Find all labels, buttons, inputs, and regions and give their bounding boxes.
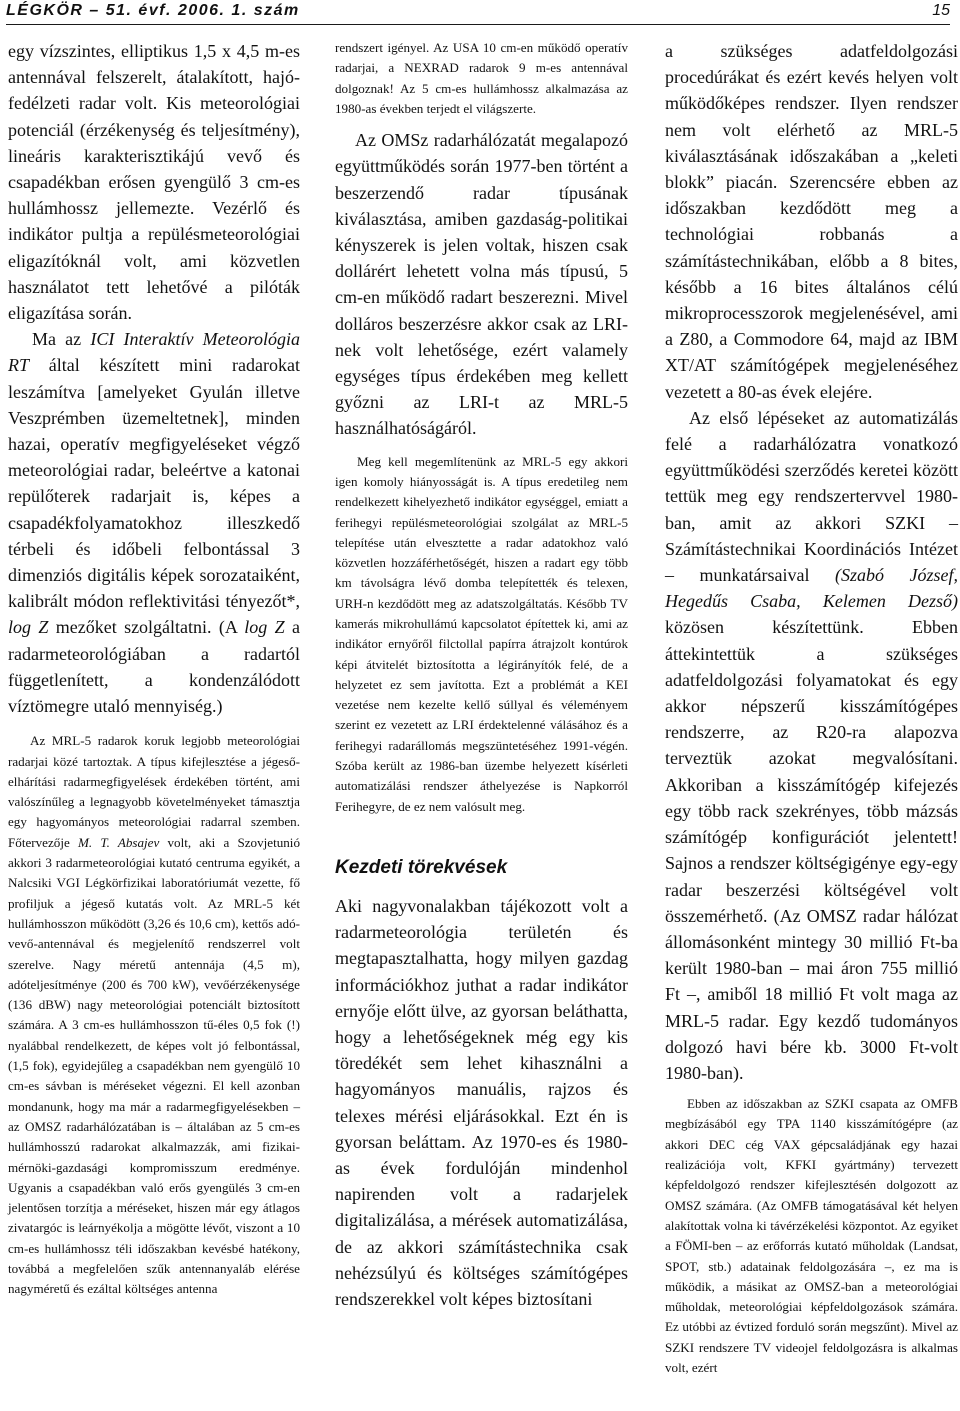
- italic-text: log Z: [8, 617, 49, 638]
- paragraph: a szükséges adatfeldolgozási procedúrákat és ezért kevés helyen volt működőképes rendszer. Ilyen rendszer nem volt elérhető az MRL-5 kiválasztásának időszakában a „keleti blokk” piacán. Szerencsére ebben az időszakban kezdődött meg a technológiai robbanás a számítástechnikában, előbb a 8 bites, később a 16 bites általános célú mikroprocesszorok megjelenésével, ami a Z80, a Commodore 64, majd az IBM XT/AT számítógépek megjelenéséhez vezetett a 80-as évek elejére.: [665, 41, 958, 402]
- small-paragraph: Meg kell megemlítenünk az MRL-5 egy akkori igen komoly hiányosságát is. A típus eredetileg nem rendelkezett kihelyezhető indikátor egységgel, emiatt a ferihegyi repülésmeteorológiai szolgálat az MRL-5 telepítése után elvesztette a radar adatokhoz való közvetlen hozzáférhetőségét, hiszen a radart egy több km távolságra lévő domba telepítették és telexen, URH-n kezdődött meg az adatszolgáltatás. Később TV kamerás mikrohullámú kapcsolatot építettek ki, ami az indikátor ernyőről filctollal papírra átrajzolt kontúrok képi átvitelét biztosította a légirányítók felé, de a helyzetet ez sem javította. Ezt a problémát a KEI vezetése nem kezelte kellő súllyal és véleményem szerint ez vezetett az LRI érdektelenné válásához és a ferihegyi radarállomás megszüntetéséhez 1991-végén. Szóba került az 1986-ban üzembe helyezett kísérleti automatizálási rendszer áthelyezése is Napkorról Ferihegyre, de ez nem valósult meg.: [335, 453, 628, 814]
- column-middle: [335, 38, 628, 1312]
- page-number: 15: [932, 2, 950, 19]
- italic-text: ICI Interaktív Meteorológia RT: [8, 329, 300, 376]
- small-paragraph: Ebben az időszakban az SZKI csapata az OMFB megbízásából egy TPA 1140 kisszámítógépre (az akkori DEC cég VAX gépcsaládjának egy hazai realizációja volt, KFKI gyártmány) tervezett képfeldolgozó rendszer kifejlesztésén dolgozott az OMSZ számára. (Az OMFB támogatásával két helyen alakítottak volna ki távérzékelési központot. Az egyiket a FÖMI-ben – az erőforrás kutató műholdak (Landsat, SPOT, stb.) adatainak feldolgozására –, ez ma is működik, a másikat az OMSZ-ban a meteorológiai műholdak, meteorológiai képfeldolgozások számára. Ez utóbbi az évtized forduló során megszűnt). Mivel az SZKI rendszere TV videojel feldolgozásra is alkalmas volt, ezért: [665, 1096, 958, 1375]
- paragraph: egy vízszintes, elliptikus 1,5 x 4,5 m-es antennával felszerelt, átalakított, hajó-fedélzeti radar volt. Kis meteorológiai potenciál (érzékenység és teljesítmény), lineáris karakterisztikájú vevő és csapadékban erősen gyengülő 3 cm-es hullámhossz jellemezte. Vezérlő és indikátor pultja a repülésmeteorológiai eligazítóknál volt, ami közvetlen használatot tett lehetővé a pilóták eligazítása során.: [8, 41, 300, 324]
- italic-text: (Szabó József, Hegedűs Csaba, Kelemen Dezső): [665, 565, 958, 612]
- column-left: [8, 38, 300, 1300]
- small-paragraph: Az MRL-5 radarok koruk legjobb meteorológiai radarjai közé tartoztak. A típus kifejlesztése a jégeső-elhárítási radarmegfigyelések érdekében történt, ami valószínűleg a legnagyobb követelményeket támasztja egy hagyományos meteorológiai radarral szemben. Főtervezője M. T. Absajev volt, aki a Szovjetunió akkori 3 radarmeteorológiai kutató centruma egyikét, a Nalcsiki VGI Légkörfizikai laboratóriumát vezette, fő profiljuk a jégeső kutatás volt. Az MRL-5 két hullámhosszon működött (3,26 és 10,6 cm), kettős adó-vevő-antennával és megjelenítő rendszerrel volt szerelve. Nagy méretű antennája (4,5 m), adóteljesítménye (200 és 700 kW), vevőérzékenysége (136 dBW) nagy meteorológiai potenciált biztosított számára. A 3 cm-es hullámhosszon tű-éles 0,5 fok (!) nyalábbal rendelkezett, de képes volt jó felbontással, (1,5 fok), egyidejűleg a csapadékban nem gyengülő 10 cm-es sávban is méréseket végezni. El kell azonban mondanunk, hogy ma már a radarmegfigyelésekben – az OMSZ radarhálózatában is – általában az 5 cm-es hullámhosszú radarokat alkalmazzák, ami fizikai-mérnöki-gazdasági kompromisszum eredménye. Ugyanis a csapadékban való erős gyengülés 3 cm-en jelentősen torzítja a méréseket, hiszen már egy átlagos zivatargóc is leárnyékolja a mögötte lévőt, viszont a 10 cm-es hullámhossz téli időszakban kevésbé hatékony, továbbá a megfelelően szűk antennanyaláb elérése nagyméretű és ezáltal költséges antenna: [8, 733, 300, 1297]
- small-paragraph: rendszert igényel. Az USA 10 cm-en működő operatív radarjai, a NEXRAD radarok 9 m-es antennával dolgoznak! Az 5 cm-es hullámhossz alkalmazása az 1980-as években terjedt el világszerte.: [335, 40, 628, 116]
- paragraph: Az első lépéseket az automatizálás felé a radarhálózatra vonatkozó együttműködési szerződés keretei között tettük meg egy rendszertervvel 1980-ban, amit az akkori SZKI – Számítástechnikai Koordinációs Intézet – munkatársaival (Szabó József, Hegedűs Csaba, Kelemen Dezső) közösen készítettünk. Ebben áttekintettük a szükséges adatfeldolgozási folyamatokat és egy akkor népszerű kisszámítógépes rendszerre, az R20-ra alapozva terveztük azokat megvalósítani. Akkoriban a kisszámítógép kifejezés egy több rack szekrényes, több mázsás számítógép konfigurációt jelentett! Sajnos a rendszer költségigénye egy-egy radar beszerzési költségével volt összemérhető. (Az OMSZ radar hálózat állomásonként mintegy 30 millió Ft-ba került 1980-ban – mai áron 755 millió Ft –, amiből 18 millió Ft volt maga az MRL-5 radar. Egy kezdő tudományos dolgozó havi bére kb. 3000 Ft-volt 1980-ban).: [665, 407, 958, 1083]
- column-right: [665, 38, 958, 1378]
- journal-title: LÉGKÖR – 51. évf. 2006. 1. szám: [6, 2, 300, 19]
- italic-text: log Z: [244, 617, 285, 638]
- paragraph: Ma az ICI Interaktív Meteorológia RT által készített mini radarokat leszámítva [amelyeket Gyulán illetve Veszprémben üzemeltetnek], minden hazai, operatív megfigyeléseket végző meteorológiai radar, beleértve a katonai repülőterek radarjait is, képes a csapadékfolyamatokhoz illeszkedő térbeli és időbeli felbontással 3 dimenziós digitális képek sorozataiként, kalibrált módon reflektivitási tényezőt*, log Z mezőket szolgáltatni. (A log Z a radarmeteorológiában a radartól függetlenített, a kondenzálódott víztömegre utaló mennyiség.): [8, 329, 300, 717]
- italic-text: M. T. Absajev: [77, 834, 160, 850]
- paragraph: Az OMSz radarhálózatát megalapozó együttműködés során 1977-ben történt a beszerzendő radar típusának kiválasztása, amiben gazdaság-politikai kényszerek is jelen voltak, hiszen csak dollárért lehetett volna más típusú, 5 cm-en működő radart beszerezni. Mivel dolláros beszerzésre akkor csak az LRI-nek volt lehetősége, ezért valamely egységes típus érdekében meg kellett győzni az LRI-t az MRL-5 használhatóságáról.: [335, 130, 628, 439]
- paragraph: Aki nagyvonalakban tájékozott volt a radarmeteorológia területén és megtapasztalhatta, hogy milyen gazdag információkhoz juthat a radar indikátor ernyője előtt ülve, az gyorsan beláthatta, hogy a lehetőségeknek még egy kis töredékét sem lehet kihasználni a hagyományos manuális, rajzos és telexes mérési eljárásokkal. Ezt én is gyorsan beláttam. Az 1970-es és 1980-as évek fordulóján mindenhol napirenden volt a radarjelek digitalizálása, a mérések automatizálása, de az akkori számítástechnika csak nehézsúlyú és költséges számítógépes rendszerekkel volt képes biztosítani: [335, 895, 628, 1310]
- running-header: [6, 0, 950, 25]
- section-heading: Kezdeti törekvések: [335, 856, 508, 878]
